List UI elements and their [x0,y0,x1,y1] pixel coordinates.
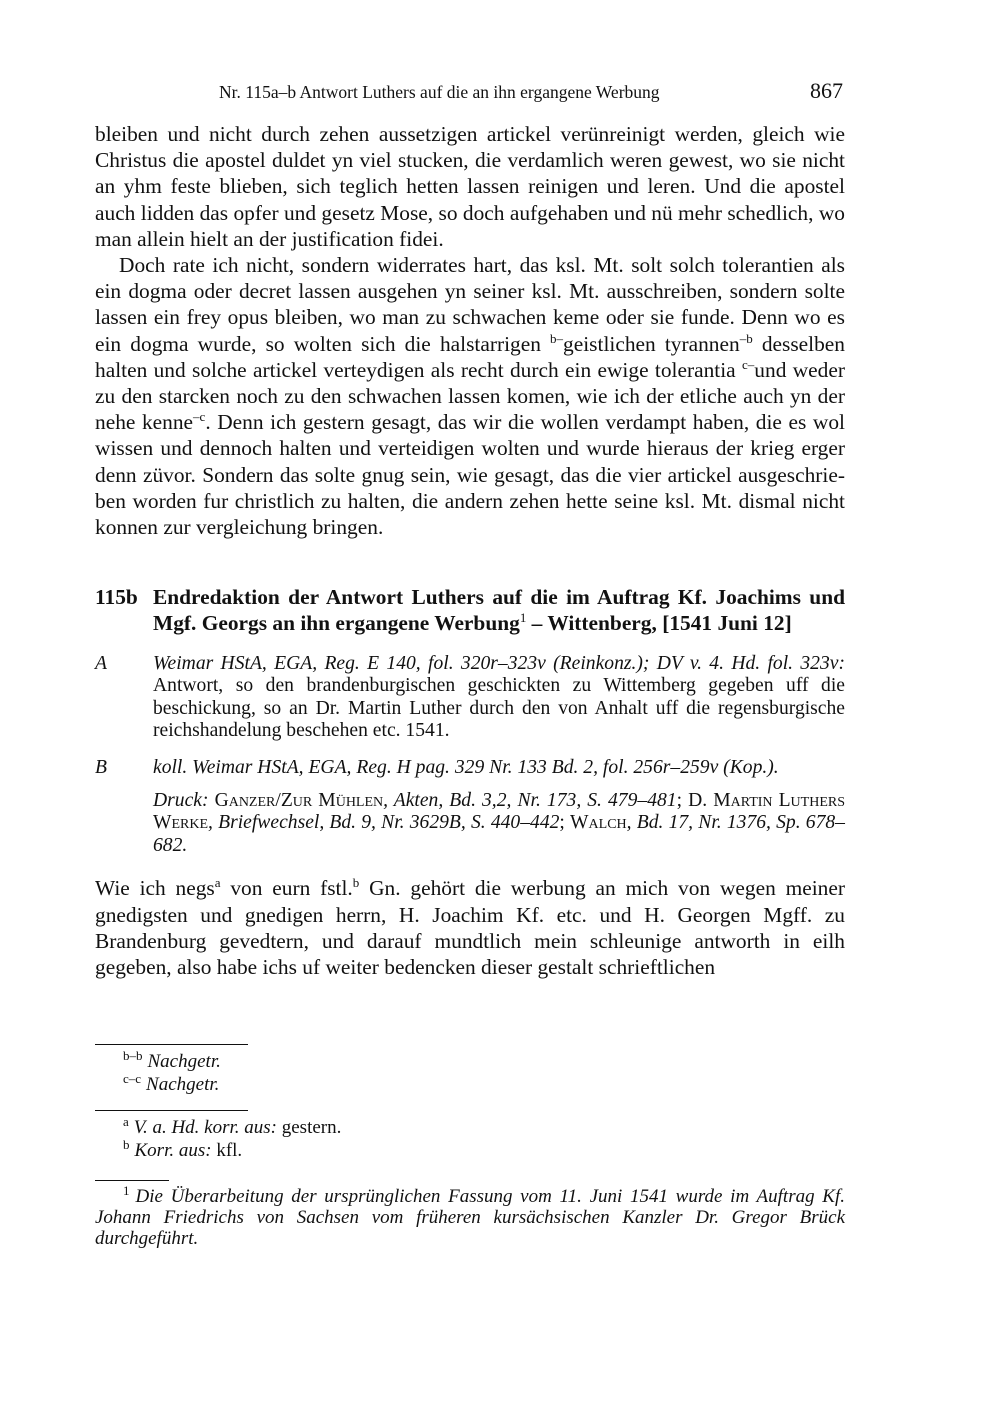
source-a: A Weimar HStA, EGA, Reg. E 140, fol. 320r–323v (Reinkonz.); DV v. 4. Hd. fol. 323v: Antwort, so den brandenburgischen geschickten zu Wittemberg gegeben uff die beschickung, so an Dr. Martin Luther durch den von Anhalt uff die regensburgische reichshandelung beschehen etc. 1541. [95,652,845,742]
note-rule [95,1044,248,1045]
source-siglum: A [95,652,107,674]
note-mark: b– [550,330,564,346]
variant-note: $^b$ Korr. aus: kfl. [123,1137,243,1161]
note-mark: –c [193,409,206,425]
source-b: B koll. Weimar HStA, EGA, Reg. H pag. 329 Nr. 133 Bd. 2, fol. 256r–259v (Kop.). [95,757,779,779]
variant-notes [95,1110,845,1162]
source-siglum: B [95,757,107,779]
note-mark: –b [739,330,753,346]
variant-note: $^a$ V. a. Hd. korr. aus: gestern. [123,1114,342,1138]
note-mark: c– [742,356,755,372]
note-rule [95,1110,248,1111]
letter-note: $^{c-c}$ Nachgetr. [123,1071,220,1095]
note-mark: a [214,875,221,891]
footnote-ref: 1 [519,610,527,626]
section-heading [95,584,845,636]
section-title: Endredaktion der Antwort Luthers auf die im Auftrag Kf. Joachims und Mgf. Georgs an ihn ergangene Werbung [153,585,845,636]
source-apparatus [95,653,845,858]
letter-notes [95,1044,845,1096]
footnotes [95,1180,845,1249]
footnote-1: $^1$ Die Überarbeitung der ursprünglichen Fassung vom 11. Juni 1541 wurde im Auftrag Kf. Johann Friedrichs von Sachsen vom früheren kursächsischen Kanzler Dr. Gregor Brück durchgeführt. [95,1183,845,1249]
paragraph-2: Doch rate ich nicht, sondern widerrates hart, das ksl. Mt. solt solch tolerantien als ein dogma oder decret lassen ausgehen yn seiner ksl. Mt. ausschreiben, sondern solte lassen ein frey opus bleiben, wo man zu schwachen keme oder sie funde. Denn wo es ein dogma wurde, so wolten sich die halstarrigen $^{b-}$geistlichen tyrannen$^{-b}$ desselben halten und solche artickel verteydigen als recht durch ein ewige tolerantia $^{c-}$und weder zu den starcken noch zu den schwachen lassen komen, wie ich der etliche auch yn der nehe kenne$^{-c}$. Denn ich gestern gesagt, das wir die wollen verdampt haben, die es wol wissen und dennoch halten und verteidigen wolten und wurde hieraus der krieg erger denn züvor. Sondern das solte gnug sein, wie gesagt, das die vier artickel ausgeschrieben worden fur christlich zu halten, die andern zehen hette seine ksl. Mt. dismal nicht konnen zur vergleichung bringen. [95,253,845,540]
section-place-date: – Wittenberg, [1541 Juni 12] [526,611,792,636]
print-editions: Druck: Ganzer/Zur Mühlen, Akten, Bd. 3,2, Nr. 173, S. 479–481; D. Martin Luthers Werke, Briefwechsel, Bd. 9, Nr. 3629B, S. 440–442; Walch, Bd. 17, Nr. 1376, Sp. 678–682. [153,789,846,856]
running-title: Nr. 115a–b Antwort Luthers auf die an ihn ergangene Werbung [219,82,660,102]
letter-note: $^{b-b}$ Nachgetr. [123,1048,221,1072]
section-number: 115b [95,585,138,610]
note-rule [95,1180,169,1181]
paragraph-1: bleiben und nicht durch zehen aussetzigen artickel verünreinigt werden, gleich wie Christus die apostel duldet yn viel stucken, die verdamlich weren gewest, wo sie nicht an yhm feste blieben, sich teglich hetten lassen reinigen und leren. Und die apostel auch lidden das opfer und gesetz Mose, so doch aufgehaben und nü mehr schedlich, wo man allein hielt an der justification fidei. [95,122,845,251]
running-header [95,78,845,108]
note-mark: b [352,875,360,891]
page-number: 867 [810,78,843,103]
paragraph-3: Wie ich negs$^a$ von eurn fstl.$^b$ Gn. gehört die werbung an mich von wegen meiner gnedigsten und gnedigen herrn, H. Joachim Kf. etc. und H. Georgen Mgff. zu Brandenburg gevedtern, und darauf mundtlich mein schleunige antworth in eilh gegeben, also habe ichs uf weiter bedencken dieser gestalt schrieftlichen [95,875,845,980]
main-text [95,121,845,980]
